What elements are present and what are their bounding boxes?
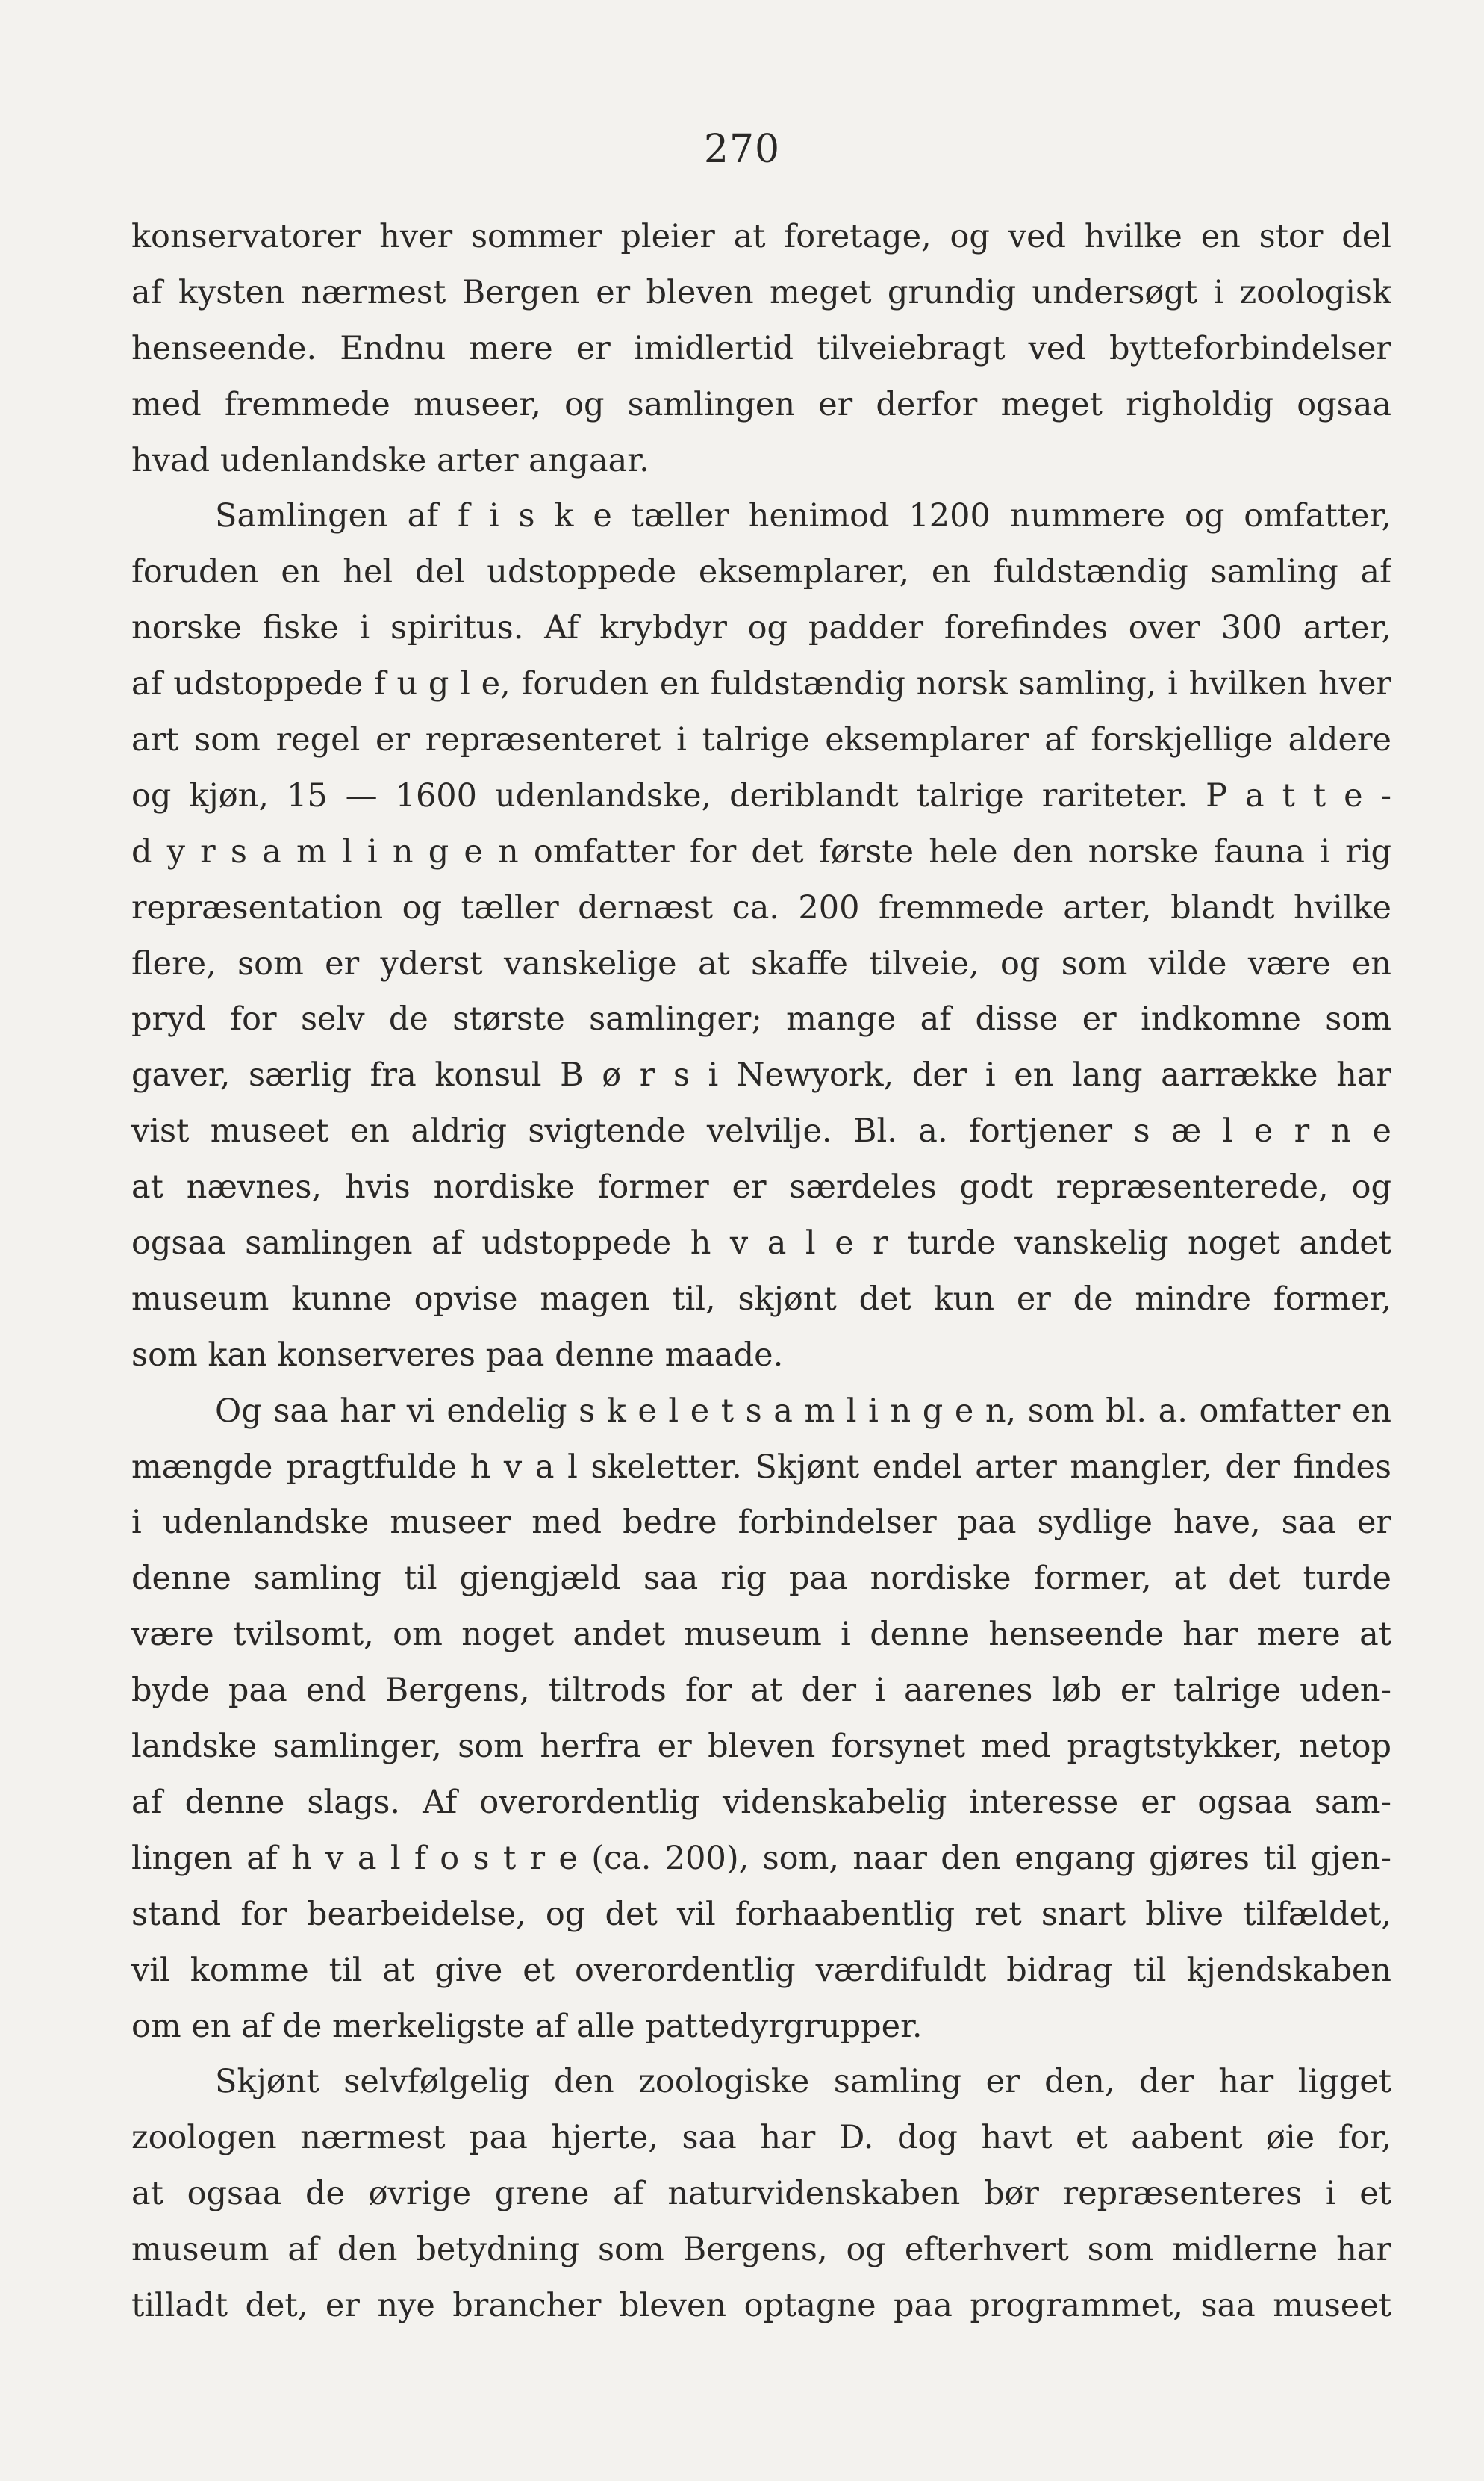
text-line: stand for bearbeidelse, og det vil forhaabentlig ret snart blive tilfældet, — [131, 1895, 1391, 1933]
text-line: ogsaa samlingen af udstoppede h v a l e r turde vanskelig noget andet — [131, 1224, 1391, 1263]
text-line: af kysten nærmest Bergen er bleven meget grundig undersøgt i zoologisk — [131, 273, 1391, 311]
text-line: tilladt det, er nye brancher bleven optagne paa programmet, saa museet — [131, 2286, 1391, 2324]
text-line: hvad udenlandske arter angaar. — [131, 441, 649, 479]
text-line: foruden en hel del udstoppede eksemplarer, en fuldstændig samling af — [131, 553, 1391, 591]
text-line: repræsentation og tæller dernæst ca. 200 fremmede arter, blandt hvilke — [131, 888, 1391, 927]
text-line: af denne slags. Af overordentlig videnskabelig interesse er ogsaa sam- — [131, 1783, 1391, 1821]
text-line: flere, som er yderst vanskelige at skaffe tilveie, og som vilde være en — [131, 944, 1391, 983]
text-line: vist museet en aldrig svigtende velvilje. Bl. a. fortjener s æ l e r n e — [131, 1112, 1391, 1151]
text-line: mængde pragtfulde h v a l skeletter. Skjønt endel arter mangler, der findes — [131, 1448, 1391, 1486]
text-line: at ogsaa de øvrige grene af naturvidenskaben bør repræsenteres i et — [131, 2175, 1391, 2213]
text-line: konservatorer hver sommer pleier at foretage, og ved hvilke en stor del — [131, 218, 1391, 255]
text-line: museum af den betydning som Bergens, og efterhvert som midlerne har — [131, 2231, 1391, 2269]
text-line: med fremmede museer, og samlingen er derfor meget righoldig ogsaa — [131, 385, 1391, 423]
text-line: af udstoppede f u g l e, foruden en fuldstændig norsk samling, i hvilken hver — [131, 665, 1391, 703]
text-line: d y r s a m l i n g e n omfatter for det første hele den norske fauna i rig — [131, 832, 1391, 871]
text-line: lingen af h v a l f o s t r e (ca. 200), som, naar den engang gjøres til gjen- — [131, 1839, 1391, 1877]
text-line: Samlingen af f i s k e tæller henimod 1200 nummere og omfatter, — [215, 497, 1391, 535]
body-text — [131, 209, 1391, 2334]
text-line: Og saa har vi endelig s k e l e t s a m l i n g e n, som bl. a. omfatter en — [215, 1392, 1391, 1430]
text-line: art som regel er repræsenteret i talrige eksemplarer af forskjellige aldere — [131, 721, 1391, 759]
text-line: være tvilsomt, om noget andet museum i denne henseende har mere at — [131, 1616, 1391, 1654]
text-line: pryd for selv de største samlinger; mange af disse er indkomne som — [131, 1000, 1391, 1039]
text-line: som kan konserveres paa denne maade. — [131, 1336, 784, 1374]
text-line: Skjønt selvfølgelig den zoologiske samling er den, der har ligget — [215, 2063, 1391, 2101]
text-line: og kjøn, 15 — 1600 udenlandske, deriblandt talrige rariteter. P a t t e - — [131, 776, 1391, 815]
page-number: 270 — [703, 127, 781, 172]
text-line: i udenlandske museer med bedre forbindelser paa sydlige have, saa er — [131, 1504, 1391, 1542]
text-line: landske samlinger, som herfra er bleven forsynet med pragtstykker, netop — [131, 1728, 1391, 1766]
text-line: museum kunne opvise magen til, skjønt det kun er de mindre former, — [131, 1280, 1391, 1318]
text-line: byde paa end Bergens, tiltrods for at der i aarenes løb er talrige uden- — [131, 1672, 1391, 1710]
text-line: denne samling til gjengjæld saa rig paa nordiske former, at det turde — [131, 1560, 1391, 1598]
text-line: zoologen nærmest paa hjerte, saa har D. dog havt et aabent øie for, — [131, 2119, 1391, 2157]
text-line: at nævnes, hvis nordiske former er særdeles godt repræsenterede, og — [131, 1168, 1391, 1207]
text-line: om en af de merkeligste af alle pattedyrgrupper. — [131, 2007, 923, 2045]
text-line: norske fiske i spiritus. Af krybdyr og padder forefindes over 300 arter, — [131, 609, 1391, 647]
text-line: vil komme til at give et overordentlig værdifuldt bidrag til kjendskaben — [131, 1951, 1391, 1989]
text-line: gaver, særlig fra konsul B ø r s i Newyork, der i en lang aarrække har — [131, 1056, 1391, 1095]
text-line: henseende. Endnu mere er imidlertid tilveiebragt ved bytteforbindelser — [131, 329, 1391, 367]
